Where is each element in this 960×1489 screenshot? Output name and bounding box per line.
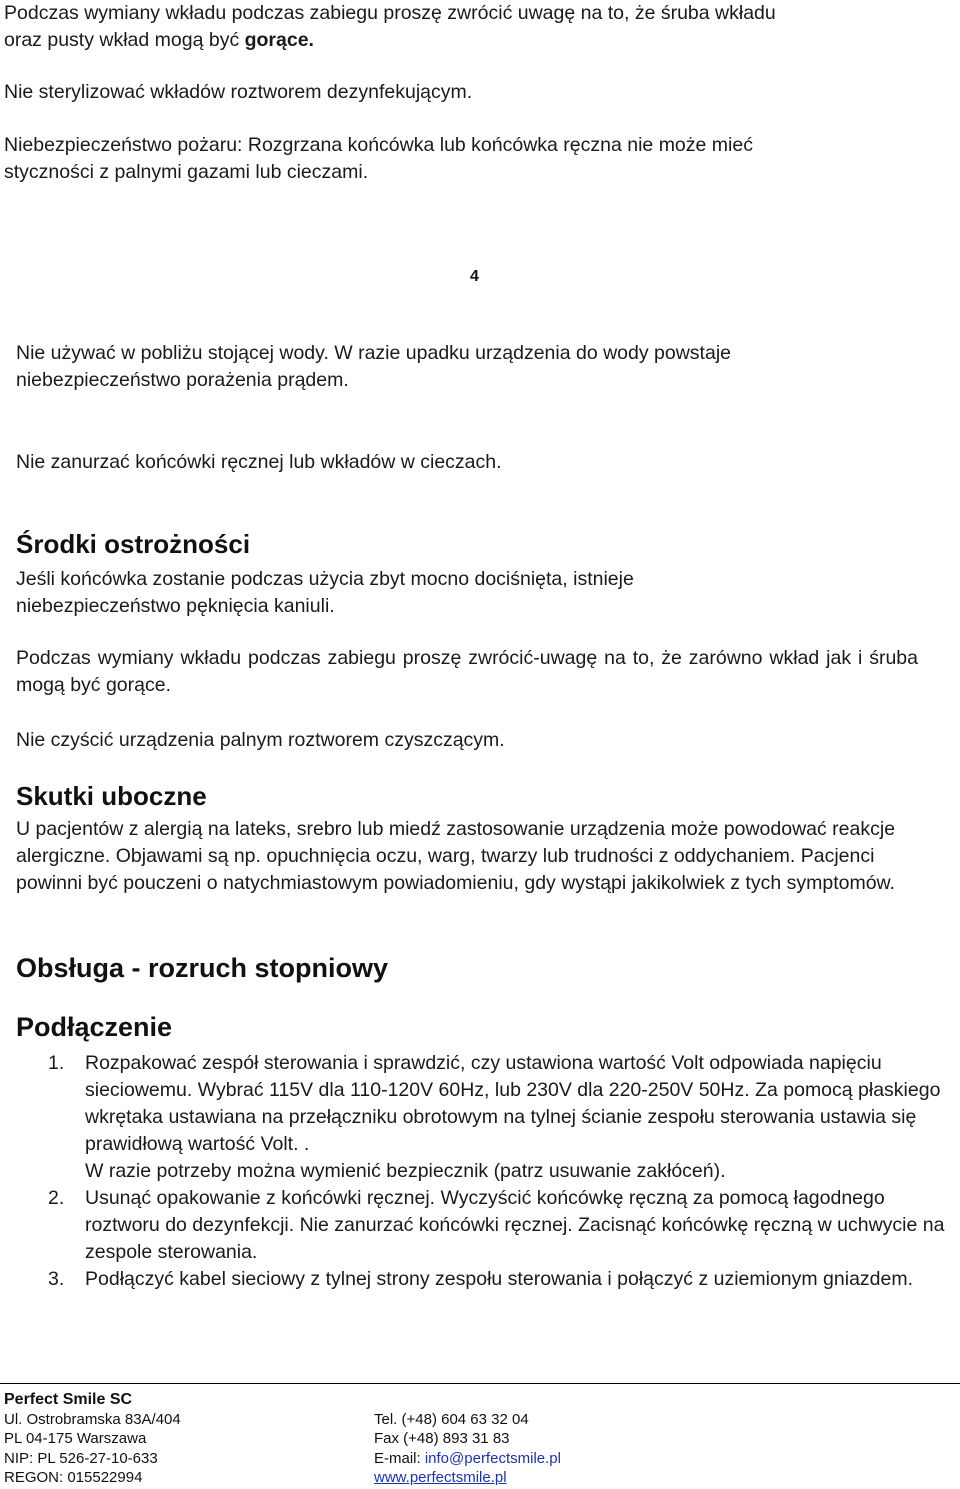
email-label: E-mail:	[374, 1449, 425, 1467]
sterilization-warning: Nie sterylizować wkładów roztworem dezynfekującym.	[4, 81, 473, 103]
side-effects-heading: Skutki uboczne	[16, 781, 207, 811]
company-address: Ul. Ostrobramska 83A/404	[4, 1410, 181, 1428]
connection-subheading: Podłączenie	[16, 1012, 173, 1042]
fire-hazard-warning: Niebezpieczeństwo pożaru: Rozgrzana końcówka lub końcówka ręczna nie może mieć styczności z palnymi gazami lub cieczami.	[4, 134, 753, 183]
hot-emphasis: gorące.	[244, 29, 314, 51]
connection-steps-list	[48, 1050, 948, 1293]
precautions-paragraph-cannula: Jeśli końcówka zostanie podczas użycia zbyt mocno dociśnięta, istnieje niebezpieczeństwo pęknięcia kaniuli.	[16, 568, 634, 617]
footer-company-info	[4, 1390, 181, 1488]
step-text: Usunąć opakowanie z końcówki ręcznej. Wyczyścić końcówkę ręczną za pomocą łagodnego roztworu do dezynfekcji. Nie zanurzać końcówki ręcznej. Zacisnąć końcówkę ręczną w uchwycie na zespole sterowania.	[85, 1187, 945, 1263]
step-text: Rozpakować zespół sterowania i sprawdzić, czy ustawiona wartość Volt odpowiada napięciu sieciowemu. Wybrać 115V dla 110-120V 60Hz, lub 230V dla 220-250V 50Hz. Za pomocą płaskiego wkrętaka ustawiana na przełączniku obrotowym na tylnej ścianie zespołu sterowania ustawia się prawidłową wartość Volt. .	[85, 1052, 941, 1155]
company-city: PL 04-175 Warszawa	[4, 1430, 147, 1447]
intro-paragraph-text: Podczas wymiany wkładu podczas zabiegu proszę zwrócić uwagę na to, że śruba wkładu oraz pusty wkład mogą być	[4, 2, 776, 51]
company-nip: NIP: PL 526-27-10-633	[4, 1449, 158, 1467]
step-number: 3.	[48, 1268, 65, 1290]
company-phone: Tel. (+48) 604 63 32 04	[374, 1410, 529, 1428]
step-number: 2.	[48, 1187, 65, 1209]
page-number: 4	[470, 268, 479, 285]
website-link[interactable]: www.perfectsmile.pl	[374, 1469, 507, 1486]
precautions-paragraph-hot: Podczas wymiany wkładu podczas zabiegu proszę zwrócić-uwagę na to, że zarówno wkład jak i śruba mogą być gorące.	[16, 647, 918, 696]
step-number: 1.	[48, 1052, 65, 1074]
list-item	[48, 1185, 948, 1266]
precautions-paragraph-cleaning: Nie czyścić urządzenia palnym roztworem czyszczącym.	[16, 729, 505, 751]
company-fax: Fax (+48) 893 31 83	[374, 1430, 510, 1447]
operation-heading: Obsługa - rozruch stopniowy	[16, 953, 389, 983]
step-text: Podłączyć kabel sieciowy z tylnej strony zespołu sterowania i połączyć z uziemionym gniazdem.	[85, 1268, 914, 1290]
intro-paragraph-hot-cartridge	[4, 0, 784, 54]
immersion-warning: Nie zanurzać końcówki ręcznej lub wkładów w cieczach.	[16, 451, 502, 473]
company-email-line	[374, 1449, 561, 1469]
company-name: Perfect Smile SC	[4, 1391, 133, 1408]
side-effects-paragraph: U pacjentów z alergią na lateks, srebro lub miedź zastosowanie urządzenia może powodować reakcje alergiczne. Objawami są np. opuchnięcia oczu, warg, twarzy lub trudności z oddychaniem. Pacjenci powinni być pouczeni o natychmiastowym powiadomieniu, gdy wystąpi jakikolwiek z tych symptomów.	[16, 818, 896, 894]
step-note: W razie potrzeby można wymienić bezpiecznik (patrz usuwanie zakłóceń).	[85, 1160, 726, 1182]
list-item	[48, 1266, 948, 1293]
footer-contact-info	[374, 1410, 561, 1488]
list-item	[48, 1050, 948, 1185]
company-regon: REGON: 015522994	[4, 1469, 143, 1486]
email-link[interactable]: info@perfectsmile.pl	[424, 1449, 561, 1467]
water-warning: Nie używać w pobliżu stojącej wody. W razie upadku urządzenia do wody powstaje niebezpieczeństwo porażenia prądem.	[16, 342, 731, 391]
precautions-heading: Środki ostrożności	[16, 529, 251, 559]
footer-divider	[0, 1383, 960, 1384]
